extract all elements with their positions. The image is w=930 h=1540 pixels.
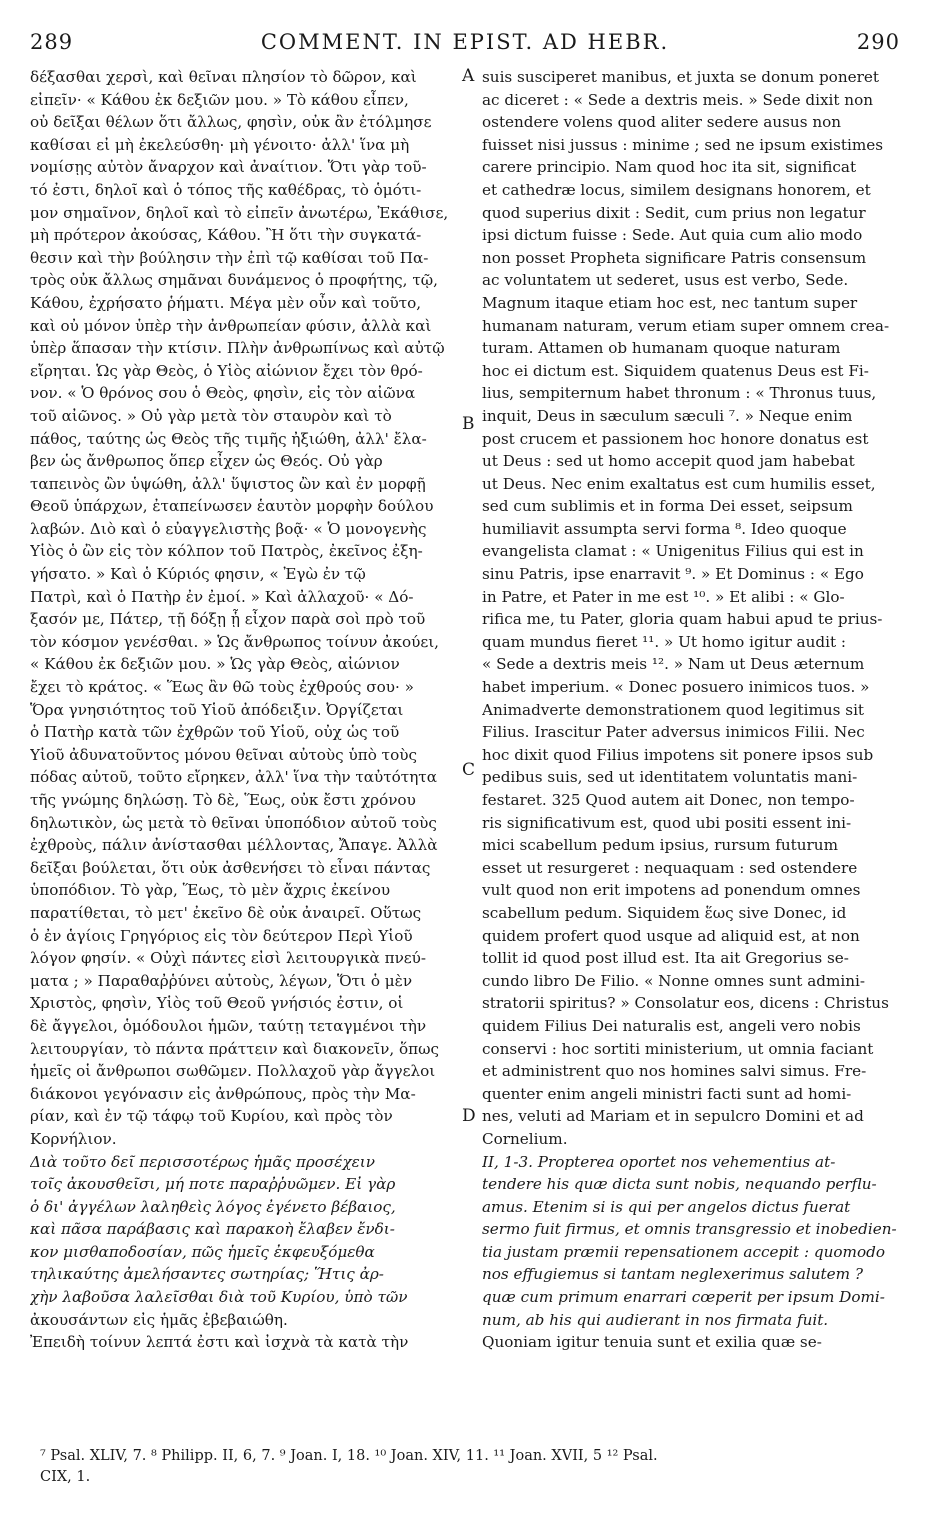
text-line: post crucem et passionem hoc honore donatus est (482, 429, 869, 448)
text-line: stratorii spiritus? » Consolatur eos, dicens : Christus (482, 994, 889, 1013)
page-number-left: 289 (30, 30, 74, 54)
text-line: Ἐπειδὴ τοίνυν λεπτά ἐστι καὶ ἰσχνὰ τὰ κατὰ τὴν (30, 1333, 409, 1352)
text-line: humiliavit assumpta servi forma ⁸. Ideo quoque (482, 519, 847, 538)
text-line: τοῦ αἰῶνος. » Οὐ γὰρ μετὰ τὸν σταυρὸν καὶ τὸ (30, 406, 392, 425)
text-line: esset ut resurgeret : nequaquam : sed ostendere (482, 858, 858, 877)
text-line: ris significativum est, quod ubi positi essent ini- (482, 813, 852, 832)
text-line: καὶ πᾶσα παράβασις καὶ παρακοὴ ἔλαβεν ἔνδι- (30, 1220, 395, 1239)
text-line: in Patre, et Pater in me est ¹⁰. » Et alibi : « Glo- (482, 587, 845, 606)
text-line: Quoniam igitur tenuia sunt et exilia quæ se- (482, 1333, 822, 1352)
footnotes (40, 1446, 900, 1488)
text-line: Magnum itaque etiam hoc est, nec tantum super (482, 293, 858, 312)
text-line: inquit, Deus in sæculum sæculi ⁷. » Neque enim (482, 406, 853, 425)
text-line: Υἱὸς ὁ ὢν εἰς τὸν κόλπον τοῦ Πατρὸς, ἐκεῖνος ἐξη- (30, 542, 423, 561)
greek-column (30, 66, 462, 1354)
text-line: Ὅρα γνησιότητος τοῦ Υἱοῦ ἀπόδειξιν. Ὀργίζεται (30, 700, 404, 719)
text-line: Animadverte demonstrationem quod legitimus sit (482, 700, 865, 719)
text-line: « Κάθου ἐκ δεξιῶν μου. » Ὡς γὰρ Θεὸς, αἰώνιον (30, 655, 400, 674)
text-line: ut Deus : sed ut homo accepit quod jam habebat (482, 452, 855, 471)
text-line: Κάθου, ἐχρήσατο ῥήματι. Μέγα μὲν οὖν καὶ τοῦτο, (30, 293, 422, 312)
text-line: κον μισθαποδοσίαν, πῶς ἡμεῖς ἐκφευξόμεθα (30, 1242, 375, 1261)
text-line: μὴ πρότερον ἀκούσας, Κάθου. Ἢ ὅτι τὴν συγκατά- (30, 226, 422, 245)
text-line: mici scabellum pedum ipsius, rursum futurum (482, 836, 838, 855)
text-line: festaret. 325 Quod autem ait Donec, non tempo- (482, 791, 855, 809)
text-line: ac voluntatem ut sederet, usus est verbo, Sede. (482, 271, 849, 290)
text-line: et administrent quo nos homines salvi simus. Fre- (482, 1062, 867, 1081)
text-line: Πατρὶ, καὶ ὁ Πατὴρ ἐν ἐμοί. » Καὶ ἀλλαχοῦ· « Δό- (30, 587, 414, 606)
text-line: sermo fuit firmus, et omnis transgressio et inobedien- (482, 1220, 897, 1239)
latin-column (482, 66, 902, 1354)
text-line: μον σημαῖνον, δηλοῖ καὶ τὸ εἰπεῖν ἀνωτέρω, Ἐκάθισε, (30, 203, 449, 222)
text-line: quidem profert quod usque ad aliquid est, at non (482, 926, 860, 945)
text-line: cundo libro De Filio. « Nonne omnes sunt admini- (482, 971, 866, 990)
text-line: Filius. Irascitur Pater adversus inimicos Filii. Nec (482, 723, 865, 742)
text-line: ξασόν με, Πάτερ, τῇ δόξῃ ᾗ εἶχον παρὰ σοὶ πρὸ τοῦ (30, 610, 426, 629)
text-line: pedibus suis, sed ut identitatem voluntatis mani- (482, 768, 858, 787)
text-line: τῆς γνώμης δηλώσῃ. Τὸ δὲ, Ἕως, οὐκ ἔστι χρόνου (30, 791, 416, 809)
text-line: οὐ δεῖξαι θέλων ὅτι ἄλλως, φησὶν, οὐκ ἂν ἐτόλμησε (30, 113, 432, 132)
text-line: βεν ὡς ἄνθρωπος ὅπερ εἶχεν ὡς Θεός. Οὐ γὰρ (30, 452, 383, 471)
text-line: Θεοῦ ὑπάρχων, ἐταπείνωσεν ἑαυτὸν μορφὴν δούλου (30, 497, 434, 516)
text-line: tollit id quod post illud est. Ita ait Gregorius se- (482, 949, 849, 968)
text-line: vult quod non erit impotens ad ponendum omnes (482, 881, 861, 900)
margin-marker-b: B (462, 414, 475, 434)
text-line: καὶ οὐ μόνον ὑπὲρ τὴν ἀνθρωπείαν φύσιν, ἀλλὰ καὶ (30, 316, 432, 335)
text-line: humanam naturam, verum etiam super omnem crea- (482, 316, 890, 335)
text-line: hoc ei dictum est. Siquidem quatenus Deus est Fi- (482, 361, 869, 380)
text-line: tendere his quæ dicta sunt nobis, nequando perflu- (482, 1175, 877, 1194)
text-line: non posset Propheta significare Patris consensum (482, 248, 867, 267)
text-line: δεῖξαι βούλεται, ὅτι οὐκ ἀσθενήσει τὸ εἶναι πάντας (30, 858, 431, 877)
text-line: τρὸς οὐκ ἄλλως σημᾶναι δυνάμενος ὁ προφήτης, τῷ, (30, 271, 438, 290)
text-line: rifica me, tu Pater, gloria quam habui apud te prius- (482, 610, 883, 629)
text-line: ἔχει τὸ κράτος. « Ἕως ἂν θῶ τοὺς ἐχθρούς σου· » (30, 678, 414, 697)
text-line: Κορνήλιον. (30, 1129, 117, 1148)
text-line: amus. Etenim si is qui per angelos dictus fuerat (482, 1197, 851, 1216)
running-title: COMMENT. IN EPIST. AD HEBR. (260, 30, 670, 54)
text-line: quod superius dixit : Sedit, cum prius non legatur (482, 203, 866, 222)
text-line: quidem Filius Dei naturalis est, angeli vero nobis (482, 1016, 861, 1035)
margin-marker-d: D (462, 1106, 476, 1126)
text-line: νομίσῃς αὐτὸν ἄναρχον καὶ ἀναίτιον. Ὅτι γὰρ τοῦ- (30, 158, 427, 177)
text-line: ἀκουσάντων εἰς ἡμᾶς ἐβεβαιώθη. (30, 1310, 288, 1329)
text-line: scabellum pedum. Siquidem ἕως sive Donec, id (482, 903, 847, 922)
margin-marker-a: A (462, 66, 475, 86)
text-line: ostendere volens quod aliter sedere ausus non (482, 113, 842, 132)
text-line: καθίσαι εἰ μὴ ἐκελεύσθη· μὴ γένοιτο· ἀλλ' ἵνα μὴ (30, 135, 410, 154)
text-line: hoc dixit quod Filius impotens sit ponere ipsos sub (482, 745, 874, 764)
text-line: δέξασθαι χερσὶ, καὶ θεῖναι πλησίον τὸ δῶρον, καὶ (30, 68, 417, 86)
text-line: ρίαν, καὶ ἐν τῷ τάφῳ τοῦ Κυρίου, καὶ πρὸς τὸν (30, 1107, 393, 1126)
text-line: Cornelium. (482, 1129, 568, 1148)
page-header (30, 30, 900, 64)
text-line: χὴν λαβοῦσα λαλεῖσθαι διὰ τοῦ Κυρίου, ὑπὸ τῶν (30, 1288, 408, 1307)
text-line: sinu Patris, ipse enarravit ⁹. » Et Dominus : « Ego (482, 565, 864, 584)
text-line: τό ἐστι, δηλοῖ καὶ ὁ τόπος τῆς καθέδρας, τὸ ὁμότι- (30, 180, 422, 199)
text-line: θεσιν καὶ τὴν βούλησιν τὴν ἐπὶ τῷ καθίσαι τοῦ Πα- (30, 248, 429, 267)
text-line: ὁ ἐν ἁγίοις Γρηγόριος εἰς τὸν δεύτερον Περὶ Υἱοῦ (30, 926, 413, 945)
text-line: tia justam præmii repensationem accepit : quomodo (482, 1242, 885, 1261)
text-line: διάκονοι γεγόνασιν εἰς ἀνθρώπους, πρὸς τὴν Μα- (30, 1084, 416, 1103)
text-line: « Sede a dextris meis ¹². » Nam ut Deus æternum (482, 655, 865, 674)
text-line: εἰπεῖν· « Κάθου ἐκ δεξιῶν μου. » Τὸ κάθου εἶπεν, (30, 90, 409, 109)
text-line: et cathedræ locus, similem designans honorem, et (482, 180, 871, 199)
text-line: λειτουργίαν, τὸ πάντα πράττειν καὶ διακονεῖν, ὅπως (30, 1039, 439, 1058)
text-line: suis susciperet manibus, et juxta se donum poneret (482, 68, 879, 86)
text-line: fuisset nisi jussus : minime ; sed ne ipsum existimes (482, 135, 884, 154)
text-line: παρατίθεται, τὸ μετ' ἐκεῖνο δὲ οὐκ ἀναιρεῖ. Οὕτως (30, 903, 422, 922)
text-line: ἐχθροὺς, πάλιν ἀνίστασθαι μέλλοντας, Ἄπαγε. Ἀλλὰ (30, 836, 438, 855)
text-line: ὑπὲρ ἅπασαν τὴν κτίσιν. Πλὴν ἀνθρωπίνως καὶ αὐτῷ (30, 339, 445, 358)
text-line: conservi : hoc sortiti ministerium, ut omnia faciant (482, 1039, 874, 1058)
text-line: ταπεινὸς ὢν ὑψώθη, ἀλλ' ὕψιστος ὢν καὶ ἐν μορφῇ (30, 474, 426, 493)
text-line: ὑποπόδιον. Τὸ γὰρ, Ἕως, τὸ μὲν ἄχρις ἐκείνου (30, 881, 391, 900)
text-line: τὸν κόσμον γενέσθαι. » Ὡς ἄνθρωπος τοίνυν ἀκούει, (30, 632, 439, 651)
text-line: ut Deus. Nec enim exaltatus est cum humilis esset, (482, 474, 876, 493)
text-line: ὁ Πατὴρ κατὰ τῶν ἐχθρῶν τοῦ Υἱοῦ, οὐχ ὡς τοῦ (30, 723, 400, 742)
text-line: quenter enim angeli ministri facti sunt ad homi- (482, 1084, 852, 1103)
text-line: habet imperium. « Donec posuero inimicos tuos. » (482, 678, 870, 697)
footnote-line: ⁷ Psal. XLIV, 7. ⁸ Philipp. II, 6, 7. ⁹ Joan. I, 18. ¹⁰ Joan. XIV, 11. ¹¹ Joan. XVII, 5 ¹² Psal. (40, 1448, 658, 1464)
text-line: nes, veluti ad Mariam et in sepulcro Domini et ad (482, 1107, 864, 1126)
text-line: λόγον φησίν. « Οὐχὶ πάντες εἰσὶ λειτουργικὰ πνεύ- (30, 949, 427, 968)
text-line: sed cum sublimis et in forma Dei esset, seipsum (482, 497, 853, 516)
text-line: δηλωτικὸν, ὡς μετὰ τὸ θεῖναι ὑποπόδιον αὐτοῦ τοὺς (30, 813, 437, 832)
text-line: carere principio. Nam quod hoc ita sit, significat (482, 158, 857, 177)
margin-marker-c: C (462, 760, 476, 780)
text-line: πάθος, ταύτης ὡς Θεὸς τῆς τιμῆς ἠξιώθη, ἀλλ' ἔλα- (30, 429, 427, 448)
text-line: Χριστὸς, φησὶν, Υἱὸς τοῦ Θεοῦ γνήσιός ἐστιν, οἱ (30, 994, 404, 1013)
text-line: lius, sempiternum habet thronum : « Thronus tuus, (482, 384, 877, 403)
text-line: λαβών. Διὸ καὶ ὁ εὐαγγελιστὴς βοᾷ· « Ὁ μονογενὴς (30, 519, 427, 538)
text-line: δὲ ἄγγελοι, ὁμόδουλοι ἡμῶν, ταύτῃ τεταγμένοι τὴν (30, 1016, 427, 1035)
text-line: evangelista clamat : « Unigenitus Filius qui est in (482, 542, 864, 561)
text-line: πόδας αὐτοῦ, τοῦτο εἴρηκεν, ἀλλ' ἵνα τὴν ταὐτότητα (30, 768, 437, 787)
footnote-line: CIX, 1. (40, 1469, 91, 1485)
text-line: γήσατο. » Καὶ ὁ Κύριός φησιν, « Ἐγὼ ἐν τῷ (30, 565, 366, 584)
text-line: quæ cum primum enarrari cœperit per ipsum Domi- (482, 1288, 885, 1307)
text-line: ὁ δι' ἀγγέλων λαληθεὶς λόγος ἐγένετο βέβαιος, (30, 1197, 396, 1216)
text-line: nos effugiemus si tantam neglexerimus salutem ? (482, 1265, 864, 1284)
text-line: Υἱοῦ ἀδυνατοῦντος μόνου θεῖναι αὐτοὺς ὑπὸ τοὺς (30, 745, 417, 764)
text-line: II, 1-3. Propterea oportet nos vehementius at- (482, 1152, 836, 1171)
text-line: ματα ; » Παραθαῤῥύνει αὐτοὺς, λέγων, Ὅτι ὁ μὲν (30, 971, 413, 990)
text-line: ἡμεῖς οἱ ἄνθρωποι σωθῶμεν. Πολλαχοῦ γὰρ ἄγγελοι (30, 1062, 436, 1081)
page-number-right: 290 (856, 30, 900, 54)
text-line: ac diceret : « Sede a dextris meis. » Sede dixit non (482, 90, 874, 109)
text-line: τηλικαύτης ἀμελήσαντες σωτηρίας; Ἥτις ἀρ- (30, 1265, 384, 1284)
text-line: Διὰ τοῦτο δεῖ περισσοτέρως ἡμᾶς προσέχειν (30, 1152, 375, 1171)
text-line: νον. « Ὁ θρόνος σου ὁ Θεὸς, φησὶν, εἰς τὸν αἰῶνα (30, 384, 416, 403)
text-line: num, ab his qui audierant in nos firmata fuit. (482, 1310, 829, 1329)
text-line: quam mundus fieret ¹¹. » Ut homo igitur audit : (482, 632, 847, 651)
text-line: ipsi dictum fuisse : Sede. Aut quia cum alio modo (482, 226, 863, 245)
text-line: turam. Attamen ob humanam quoque naturam (482, 339, 841, 358)
text-line: τοῖς ἀκουσθεῖσι, μή ποτε παραῤῥυῶμεν. Εἰ γὰρ (30, 1175, 396, 1194)
text-line: εἴρηται. Ὡς γὰρ Θεὸς, ὁ Υἱὸς αἰώνιον ἔχει τὸν θρό- (30, 361, 423, 380)
